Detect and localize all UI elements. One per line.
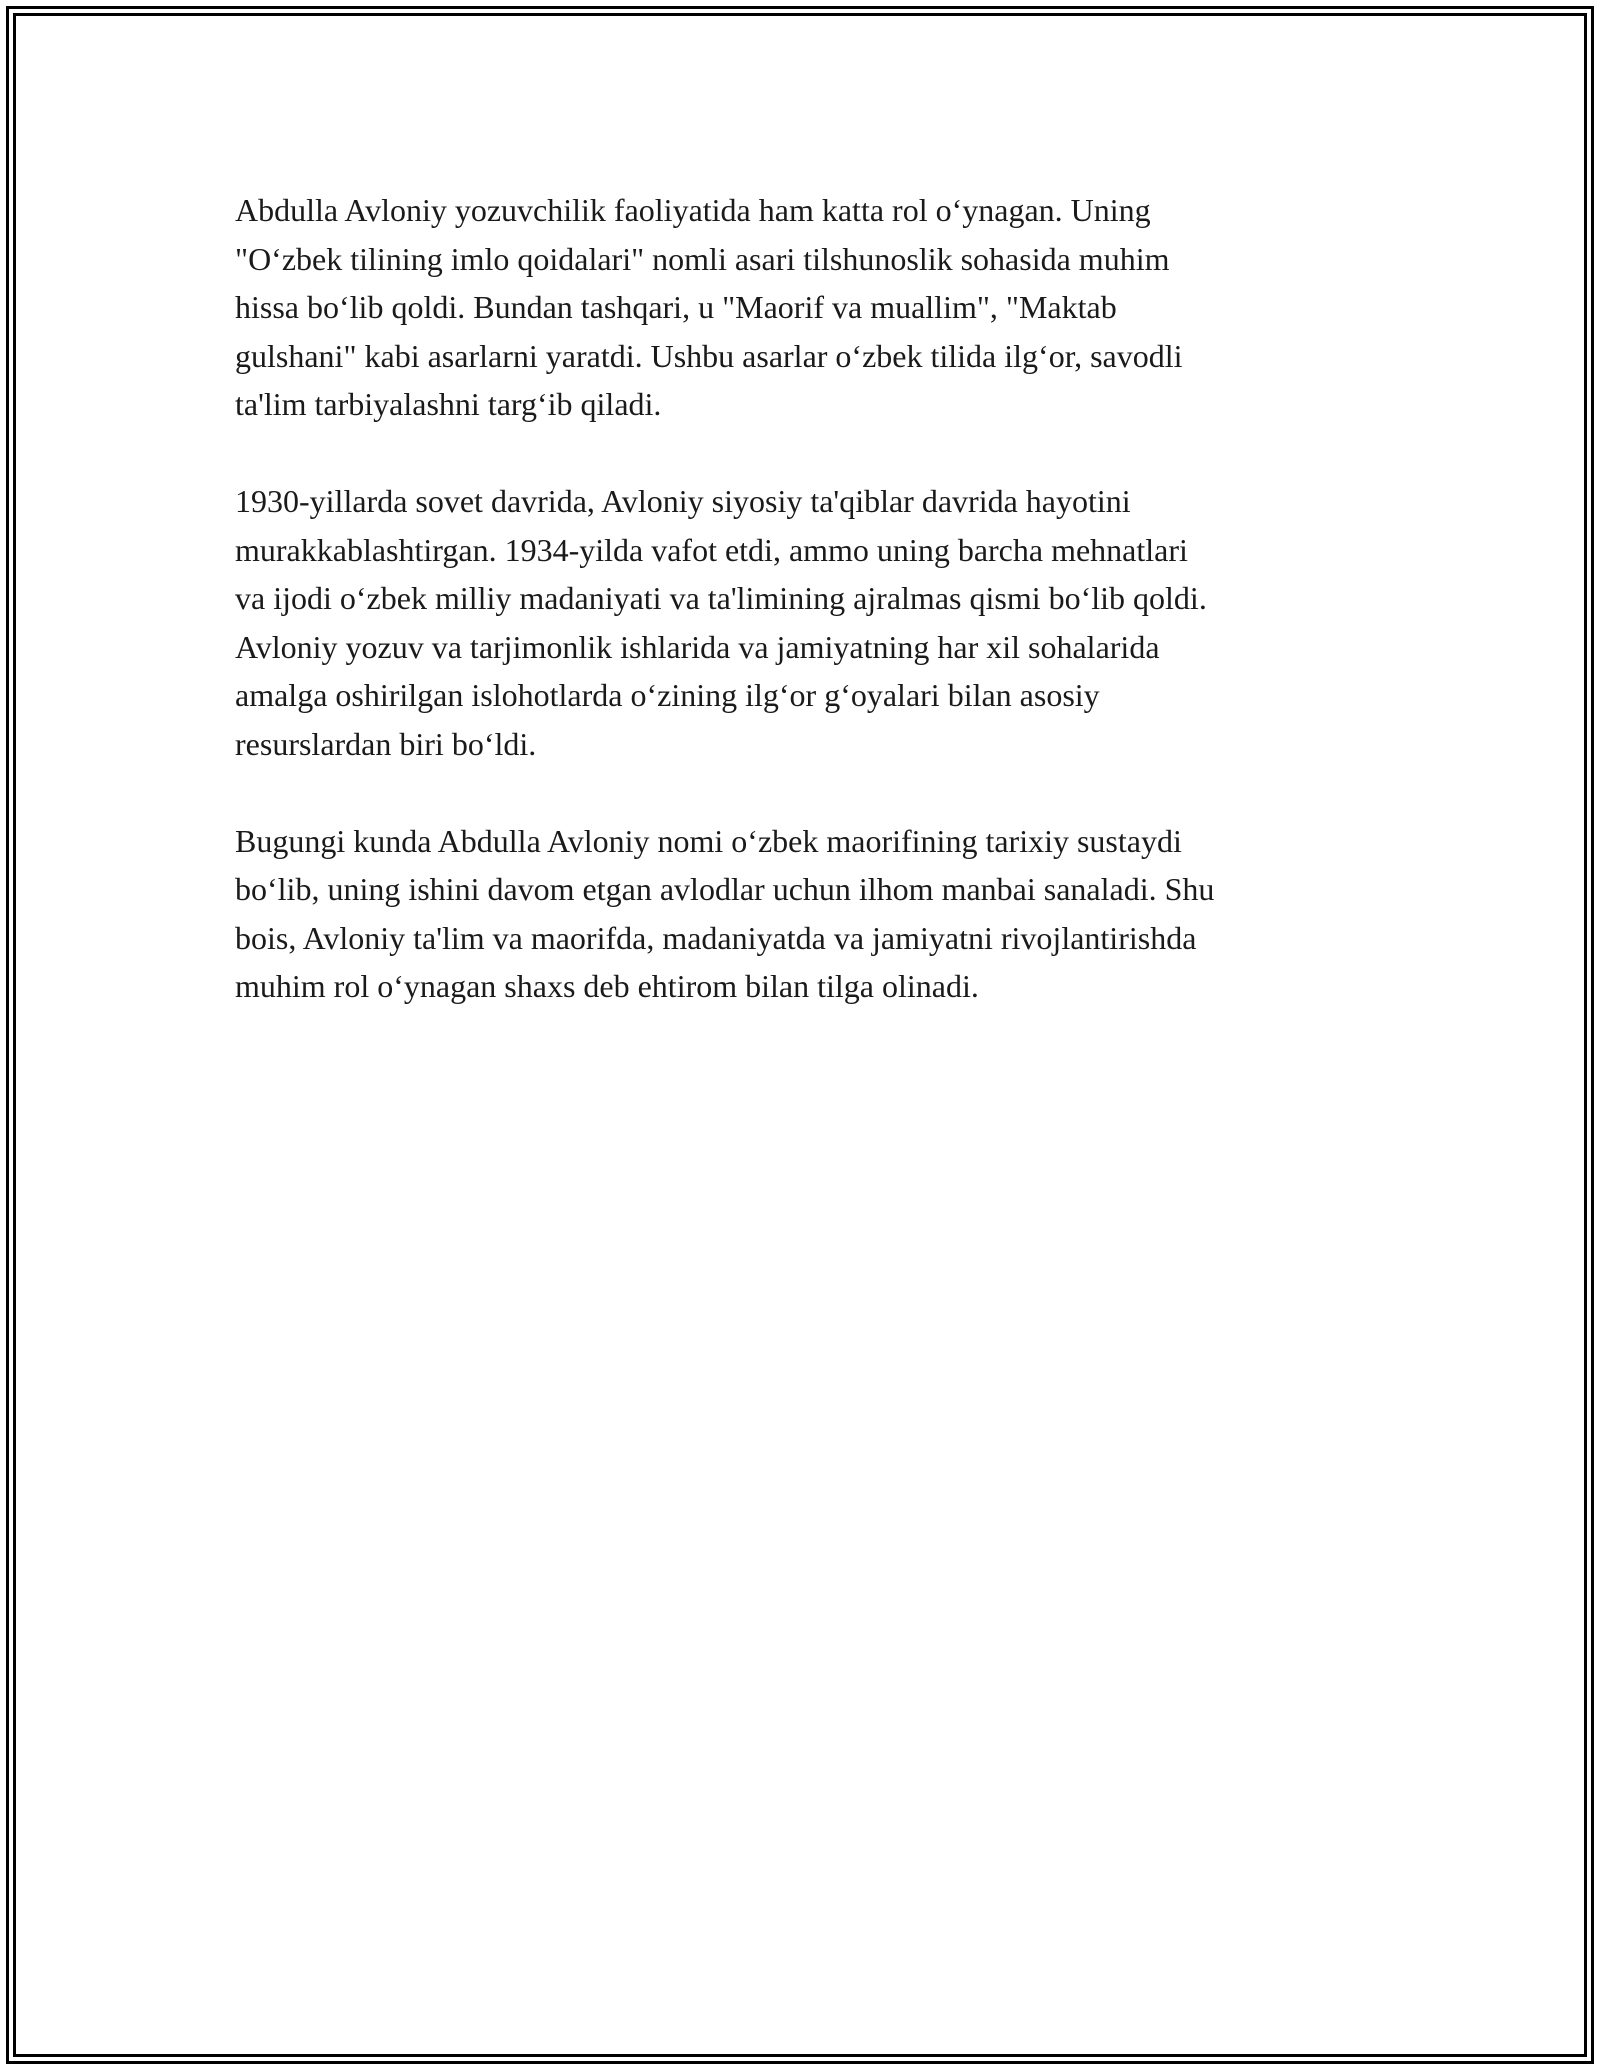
text-line: Bugungi kunda Abdulla Avloniy nomi o‘zbek maorifining tarixiy sustaydi	[235, 822, 1182, 859]
text-line: va ijodi o‘zbek milliy madaniyati va ta'limining ajralmas qismi bo‘lib qoldi.	[235, 580, 1207, 616]
text-line: bo‘lib, uning ishini davom etgan avlodlar uchun ilhom manbai sanaladi. Shu	[235, 871, 1215, 907]
text-line: "O‘zbek tilining imlo qoidalari" nomli asari tilshunoslik sohasida muhim	[235, 240, 1170, 277]
text-line: bois, Avloniy ta'lim va maorifda, madaniyatda va jamiyatni rivojlantirishda	[235, 919, 1197, 956]
document-body	[235, 186, 1380, 1059]
text-line: 1930-yillarda sovet davrida, Avloniy siyosiy ta'qiblar davrida hayotini	[235, 483, 1131, 519]
text-line: Abdulla Avloniy yozuvchilik faoliyatida ham katta rol o‘ynagan. Uning	[235, 192, 1151, 228]
paragraph-3	[235, 817, 1380, 1011]
text-line: muhim rol o‘ynagan shaxs deb ehtirom bilan tilga olinadi.	[235, 968, 979, 1004]
text-line: amalga oshirilgan islohotlarda o‘zining ilg‘or g‘oyalari bilan asosiy	[235, 677, 1100, 713]
text-line: murakkablashtirgan. 1934-yilda vafot etdi, ammo uning barcha mehnatlari	[235, 531, 1188, 568]
text-line: hissa bo‘lib qoldi. Bundan tashqari, u "Maorif va muallim", "Maktab	[235, 289, 1117, 325]
text-line: resurslardan biri bo‘ldi.	[235, 725, 537, 762]
text-line: ta'lim tarbiyalashni targ‘ib qiladi.	[235, 386, 662, 422]
text-line: Avloniy yozuv va tarjimonlik ishlarida va jamiyatning har xil sohalarida	[235, 628, 1160, 665]
paragraph-1	[235, 186, 1380, 429]
text-line: gulshani" kabi asarlarni yaratdi. Ushbu asarlar o‘zbek tilida ilg‘or, savodli	[235, 337, 1183, 374]
paragraph-2	[235, 477, 1380, 768]
